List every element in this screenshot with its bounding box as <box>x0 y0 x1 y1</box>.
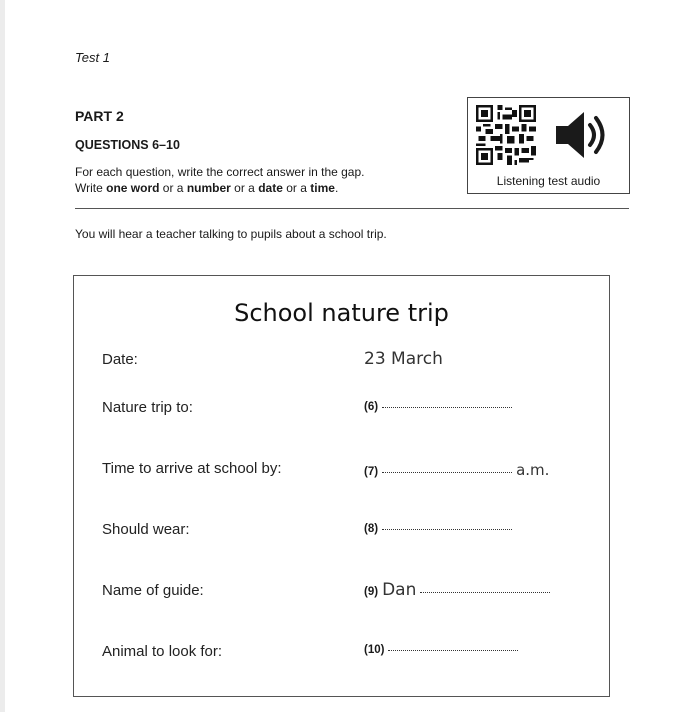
row-label-date: Date: <box>102 351 138 368</box>
answer-gap-q9[interactable] <box>364 580 550 600</box>
form-title: School nature trip <box>234 299 449 327</box>
question-number: (7) <box>364 466 379 478</box>
speaker-icon[interactable] <box>554 108 614 162</box>
question-number: (9) <box>364 586 379 598</box>
audio-link-box[interactable] <box>467 97 630 194</box>
answer-line[interactable] <box>382 471 512 473</box>
question-number: (8) <box>364 523 379 535</box>
instruction-text: Write <box>75 181 107 195</box>
answer-gap-q10[interactable] <box>364 644 518 656</box>
answer-suffix: a.m. <box>516 461 550 479</box>
question-number: (6) <box>364 401 379 413</box>
row-label-q7: Time to arrive at school by: <box>102 460 282 477</box>
instruction-line-2 <box>75 181 338 195</box>
instruction-text: or a <box>282 181 311 195</box>
instruction-text: . <box>334 181 339 195</box>
audio-caption: Listening test audio <box>496 174 601 188</box>
answer-prefix: Dan <box>382 580 417 600</box>
row-label-q9: Name of guide: <box>102 582 204 599</box>
answer-gap-q7[interactable] <box>364 461 549 479</box>
instruction-emphasis: one word <box>106 181 160 195</box>
intro-text: You will hear a teacher talking to pupils about a school trip. <box>75 227 387 241</box>
answer-line[interactable] <box>420 591 550 593</box>
answer-line[interactable] <box>388 649 518 651</box>
answer-gap-q8[interactable] <box>364 523 512 535</box>
answer-line[interactable] <box>382 406 512 408</box>
row-label-q6: Nature trip to: <box>102 399 193 416</box>
qr-code-icon[interactable] <box>476 105 536 165</box>
page-edge <box>0 0 5 712</box>
questions-heading: QUESTIONS 6–10 <box>75 138 180 152</box>
instruction-emphasis: time <box>310 181 335 195</box>
instruction-text: or a <box>159 181 187 195</box>
test-label: Test 1 <box>75 50 110 65</box>
row-label-q8: Should wear: <box>102 521 190 538</box>
instruction-line-1: For each question, write the correct answer in the gap. <box>75 165 365 179</box>
row-label-q10: Animal to look for: <box>102 643 223 660</box>
instruction-text: or a <box>230 181 259 195</box>
question-number: (10) <box>364 644 385 656</box>
instruction-emphasis: number <box>186 181 231 195</box>
answer-gap-q6[interactable] <box>364 401 512 413</box>
instruction-emphasis: date <box>258 181 283 195</box>
divider <box>75 208 629 209</box>
given-answer: 23 March <box>364 349 443 369</box>
answer-line[interactable] <box>382 528 512 530</box>
notes-form <box>73 275 610 697</box>
row-answer-date <box>364 349 443 369</box>
part-heading: PART 2 <box>75 108 124 124</box>
